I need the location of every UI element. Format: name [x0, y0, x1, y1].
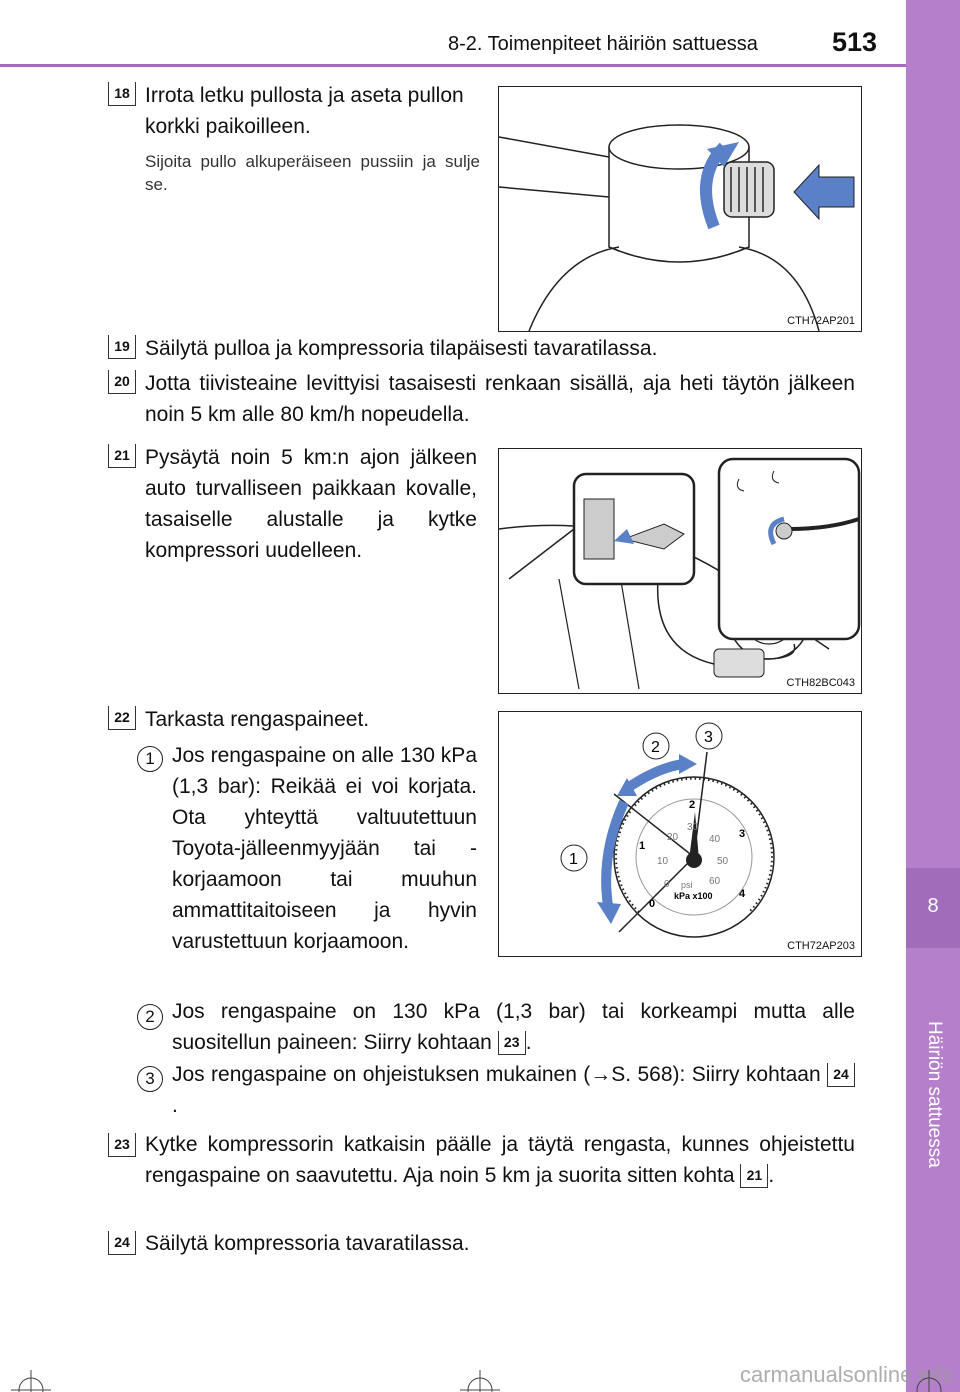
gauge-inner-0: 0 [664, 879, 670, 890]
gauge-inner-30: 30 [687, 822, 699, 833]
step-ref-21[interactable]: 21 [740, 1164, 768, 1188]
step-18-note: Sijoita pullo alkuperäiseen pussiin ja sulje se. [145, 152, 480, 194]
callout-1: 1 [569, 851, 578, 868]
gauge-label-4: 4 [739, 888, 746, 900]
step-marker-21: 21 [108, 444, 136, 468]
step-19-text: Säilytä pulloa ja kompressoria tilapäisesti tavaratilassa. [145, 337, 658, 360]
figure-pressure-gauge [498, 711, 862, 957]
step-18-text: Irrota letku pullosta ja aseta pullon korkki paikoilleen. [145, 84, 464, 138]
sub-2-body: Jos rengaspaine on 130 kPa (1,3 bar) tai korkeampi mutta alle suositellun paineen: Siirry kohtaan [172, 1000, 855, 1054]
figure-compressor-car [498, 448, 862, 694]
step-ref-23[interactable]: 23 [498, 1031, 526, 1055]
page-number: 513 [832, 27, 878, 57]
crop-marks [0, 1362, 960, 1392]
figure-bottle-cap [498, 86, 862, 332]
step-24-text: Säilytä kompressoria tavaratilassa. [145, 1232, 470, 1255]
chapter-sidebar [906, 0, 960, 1392]
step-marker-23: 23 [108, 1133, 136, 1157]
gauge-inner-20: 20 [667, 832, 679, 843]
sub-1-text: Jos rengaspaine on alle 130 kPa (1,3 bar): Reikää ei voi korjata. Ota yhteyttä valtuutettuun Toyota-jälleenmyyjään tai -korjaamoon tai muuhun ammattitaitoiseen ja hyvin varustettuun korjaamoon. [172, 744, 477, 953]
sub-2-tail: . [525, 1031, 532, 1054]
sub-3-tail: . [172, 1094, 178, 1117]
gauge-inner-10: 10 [657, 856, 669, 867]
gauge-inner-40: 40 [709, 834, 721, 845]
figure-code: CTH72AP203 [787, 940, 855, 952]
footer-watermark: carmanualsonline.info [739, 1362, 954, 1387]
section-title: 8-2. Toimenpiteet häiriön sattuessa [448, 33, 758, 55]
step-marker-19: 19 [108, 335, 136, 359]
header-rule [0, 64, 906, 67]
step-marker-22: 22 [108, 706, 136, 730]
gauge-unit-psi: psi [681, 880, 693, 890]
gauge-inner-60: 60 [709, 876, 721, 887]
gauge-label-3: 3 [739, 828, 746, 840]
callout-2: 2 [651, 739, 660, 756]
chapter-number: 8 [927, 895, 939, 917]
step-20-text: Jotta tiivisteaine levittyisi tasaisesti renkaan sisällä, aja heti täytön jälkeen noin 5 km alle 80 km/h nopeudella. [145, 372, 855, 426]
step-23-tail: . [768, 1164, 775, 1187]
gauge-label-0: 0 [649, 898, 656, 910]
step-marker-20: 20 [108, 370, 136, 394]
gauge-unit-kpa: kPa x100 [674, 891, 713, 901]
step-marker-18: 18 [108, 82, 136, 106]
figure-code: CTH82BC043 [786, 677, 855, 689]
gauge-label-1: 1 [639, 840, 646, 852]
sub-marker-1: 1 [137, 746, 163, 772]
figure-code: CTH72AP201 [787, 315, 855, 327]
step-23-text [145, 1129, 855, 1191]
gauge-label-2: 2 [689, 799, 696, 811]
chapter-title [923, 1021, 945, 1081]
sub-3-text [172, 1059, 855, 1121]
step-22-text: Tarkasta rengaspaineet. [145, 708, 370, 731]
step-ref-24[interactable]: 24 [827, 1063, 855, 1087]
step-marker-24: 24 [108, 1231, 136, 1255]
callout-3: 3 [704, 729, 713, 746]
sub-2-text [172, 996, 855, 1058]
sub-3-body: Jos rengaspaine on ohjeistuksen mukainen (→S. 568): Siirry kohtaan [172, 1063, 821, 1086]
step-21-text: Pysäytä noin 5 km:n ajon jälkeen auto turvalliseen paikkaan kovalle, tasaiselle alustalle ja kytke kompressori uudelleen. [145, 446, 477, 562]
sub-marker-3: 3 [137, 1066, 163, 1092]
gauge-inner-50: 50 [717, 856, 729, 867]
sub-marker-2: 2 [137, 1004, 163, 1030]
step-23-body: Kytke kompressorin katkaisin päälle ja täytä rengasta, kunnes ohjeistettu rengaspaine on saavutettu. Aja noin 5 km ja suorita sitten kohta [145, 1133, 855, 1187]
